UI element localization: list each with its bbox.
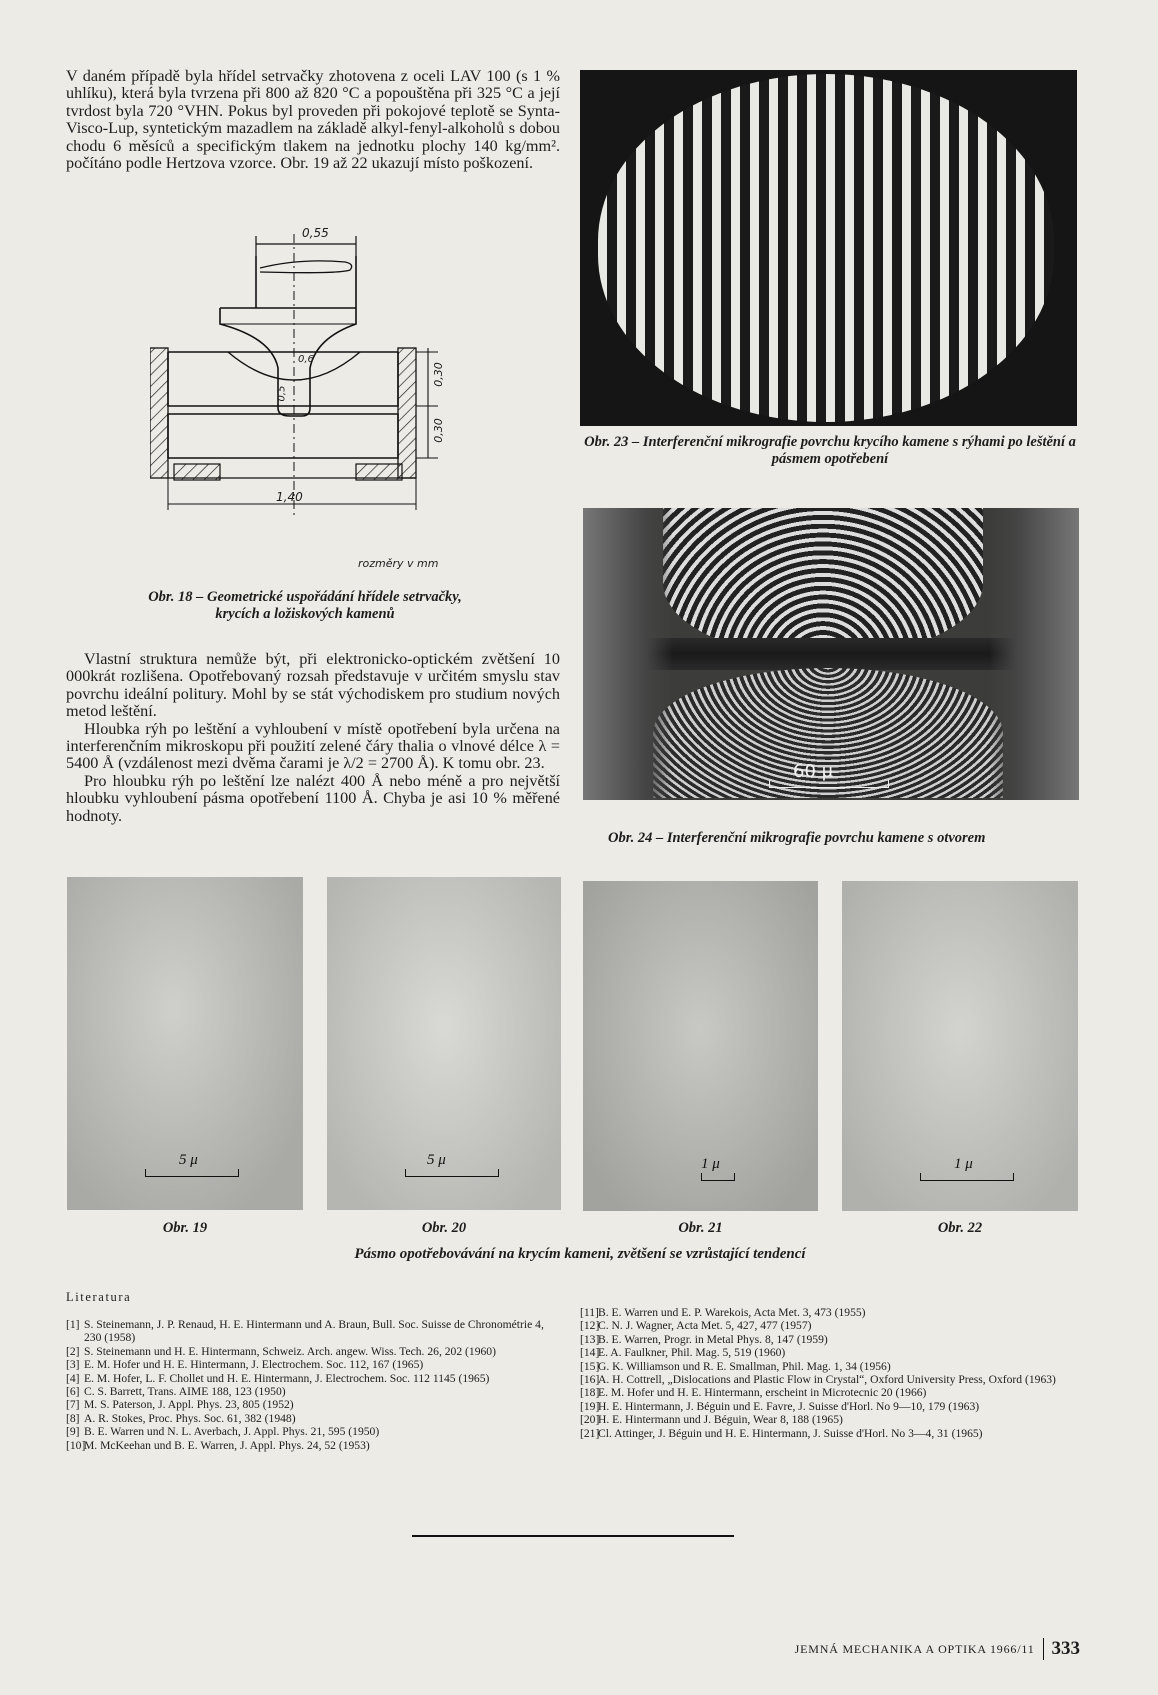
reference-text: H. E. Hintermann, J. Béguin und E. Favre, J. Suisse d'Horl. No 9—10, 179 (1963) [598, 1399, 980, 1413]
reference-number: [13] [580, 1332, 600, 1346]
reference-item [66, 1318, 564, 1345]
reference-number: [15] [580, 1359, 600, 1373]
reference-number: [20] [580, 1413, 600, 1427]
reference-number: [2] [66, 1344, 80, 1358]
reference-text: B. E. Warren, Progr. in Metal Phys. 8, 147 (1959) [598, 1332, 828, 1346]
dim-label-bottom: 1,40 [276, 490, 303, 504]
reference-text: C. N. J. Wagner, Acta Met. 5, 427, 477 (1957) [598, 1319, 812, 1333]
dim-label-small: 0,5 [276, 385, 288, 402]
reference-text: E. A. Faulkner, Phil. Mag. 5, 519 (1960) [598, 1346, 786, 1360]
reference-item [66, 1345, 564, 1358]
reference-item [580, 1346, 1080, 1359]
fig23-micrograph [580, 70, 1077, 426]
reference-number: [4] [66, 1371, 80, 1385]
shaft-jewel-diagram [150, 228, 570, 578]
reference-number: [1] [66, 1318, 80, 1331]
reference-text: S. Steinemann und H. E. Hintermann, Schweiz. Arch. angew. Wiss. Tech. 26, 202 (1960) [84, 1344, 496, 1358]
reference-item [66, 1385, 564, 1398]
fig22-caption: Obr. 22 [937, 1220, 983, 1236]
reference-text: G. K. Williamson und R. E. Smallman, Phil. Mag. 1, 34 (1956) [598, 1359, 891, 1373]
refs-left-list [66, 1318, 564, 1452]
reference-number: [8] [66, 1411, 80, 1425]
fig19-scale-label: 5 μ [179, 1152, 198, 1168]
body-paragraph-1: Vlastní struktura nemůže být, při elektronicko-optickém zvětšení 10 000krát rozlišena. Opotřebovaný rozsah představuje v určitém smyslu stav povrchu ideální politury. Mohl by se stát východiskem pro studium nových metod leštění. [66, 650, 560, 721]
reference-text: M. McKeehan und B. E. Warren, J. Appl. Phys. 24, 52 (1953) [84, 1438, 370, 1452]
reference-item [66, 1439, 564, 1452]
reference-number: [7] [66, 1398, 80, 1412]
page-number: 333 [1051, 1638, 1080, 1659]
reference-text: B. E. Warren und N. L. Averbach, J. Appl. Phys. 21, 595 (1950) [84, 1425, 380, 1439]
photos-caption: Pásmo opotřebovávání na krycím kameni, zvětšení se vzrůstající tendencí [354, 1246, 806, 1262]
reference-item [580, 1333, 1080, 1346]
reference-item [580, 1319, 1080, 1332]
reference-number: [16] [580, 1373, 600, 1387]
fig22-photo [842, 881, 1078, 1211]
reference-text: S. Steinemann, J. P. Renaud, H. E. Hintermann und A. Braun, Bull. Soc. Suisse de Chronométrie 4, 230 (1958) [84, 1318, 544, 1345]
fig24-micrograph [583, 508, 1079, 800]
fig19-caption: Obr. 19 [162, 1220, 208, 1236]
fig22-scale-label: 1 μ [954, 1156, 973, 1172]
fig21-scale-label: 1 μ [701, 1156, 720, 1172]
units-note: rozměry v mm [358, 557, 439, 570]
reference-text: A. R. Stokes, Proc. Phys. Soc. 61, 382 (1948) [84, 1411, 296, 1425]
reference-number: [14] [580, 1346, 600, 1360]
journal-name: JEMNÁ MECHANIKA A OPTIKA 1966/11 [794, 1641, 1035, 1656]
reference-number: [3] [66, 1358, 80, 1372]
reference-text: Cl. Attinger, J. Béguin und H. E. Hintermann, J. Suisse d'Horl. No 3—4, 31 (1965) [598, 1426, 983, 1440]
footer-divider [1043, 1638, 1044, 1660]
reference-number: [11] [580, 1306, 599, 1319]
reference-text: E. M. Hofer und H. E. Hintermann, J. Electrochem. Soc. 112, 167 (1965) [84, 1358, 424, 1372]
refs-right-list [580, 1306, 1080, 1440]
fig20-photo [327, 877, 561, 1210]
fig23-caption: Obr. 23 – Interferenční mikrografie povrchu krycího kamene s rýhami po leštění a pásmem opotřebení [584, 434, 1076, 467]
fig21-photo [583, 881, 818, 1211]
fig24-caption: Obr. 24 – Interferenční mikrografie povrchu kamene s otvorem [608, 830, 986, 846]
reference-number: [18] [580, 1386, 600, 1400]
fig19-photo [67, 877, 303, 1210]
reference-text: C. S. Barrett, Trans. AIME 188, 123 (1950) [84, 1385, 286, 1399]
reference-text: E. M. Hofer, L. F. Chollet und H. E. Hintermann, J. Electrochem. Soc. 112 1145 (1965) [84, 1371, 490, 1385]
reference-item [66, 1372, 564, 1385]
dim-label-right-2: 0,30 [431, 418, 445, 443]
reference-text: A. H. Cottrell, „Dislocations and Plastic Flow in Crystal“, Oxford University Press, Oxford (1963) [598, 1373, 1056, 1387]
dim-label-mid: 0,6 [298, 354, 314, 365]
reference-number: [21] [580, 1426, 600, 1440]
reference-text: E. M. Hofer und H. E. Hintermann, erscheint in Microtecnic 20 (1966) [598, 1386, 927, 1400]
bottom-rule [412, 1535, 734, 1537]
body-paragraph-2: Hloubka rýh po leštění a vyhloubení v místě opotřebení byla určena na interferenčním mikroskopu při použití zelené čáry thalia o vlnové délce λ = 5400 Å (vzdálenost mezi dvěma čarami je λ/2 = 2700 Å). K tomu obr. 23. [66, 719, 560, 773]
reference-item [66, 1425, 564, 1438]
reference-text: H. E. Hintermann und J. Béguin, Wear 8, 188 (1965) [598, 1413, 843, 1427]
fig18-diagram [150, 228, 570, 578]
fig20-scale-label: 5 μ [427, 1152, 446, 1168]
fig21-caption: Obr. 21 [678, 1220, 723, 1236]
intro-paragraph: V daném případě byla hřídel setrvačky zhotovena z oceli LAV 100 (s 1 % uhlíku), která byla tvrzena při 800 až 820 °C a popouštěna při 325 °C a její tvrdost byla 720 °VHN. Pokus byl proveden při pokojové teplotě se Synta-Visco-Lup, syntetickým mazadlem na základě alkyl-fenyl-alkoholů s dobou chodu 6 měsíců a specifickým tlakem na jednotku plochy 140 kg/mm². počítáno podle Hertzova vzorce. Obr. 19 až 22 ukazují místo poškození. [66, 67, 560, 173]
reference-number: [12] [580, 1319, 600, 1333]
literature-heading: Literatura [66, 1290, 132, 1304]
fig18-caption: Obr. 18 – Geometrické uspořádání hřídele setrvačky, krycích a ložiskových kamenů [148, 589, 462, 622]
reference-item [580, 1427, 1080, 1440]
reference-text: M. S. Paterson, J. Appl. Phys. 23, 805 (1952) [84, 1398, 294, 1412]
dim-label-top: 0,55 [302, 226, 329, 240]
dim-label-right-1: 0,30 [431, 362, 445, 387]
reference-number: [10] [66, 1438, 86, 1452]
reference-item [580, 1386, 1080, 1399]
reference-item [66, 1398, 564, 1411]
reference-number: [9] [66, 1425, 80, 1439]
fig20-caption: Obr. 20 [421, 1220, 467, 1236]
reference-item [66, 1412, 564, 1425]
reference-text: B. E. Warren und E. P. Warekois, Acta Met. 3, 473 (1955) [598, 1306, 866, 1319]
fig24-scale-label: 60 μ [793, 761, 834, 782]
reference-item [66, 1358, 564, 1371]
footer [730, 1638, 1080, 1660]
reference-number: [6] [66, 1385, 80, 1399]
reference-item [580, 1373, 1080, 1386]
body-paragraph-3: Pro hloubku rýh po leštění lze nalézt 400 Å nebo méně a pro největší hloubku vyhloubení pásma opotřebení 1100 Å. Chyba je asi 10 % měřené hodnoty. [66, 771, 560, 825]
reference-item [580, 1413, 1080, 1426]
reference-item [580, 1400, 1080, 1413]
reference-item [580, 1360, 1080, 1373]
reference-number: [19] [580, 1399, 600, 1413]
body-text [66, 651, 560, 825]
reference-item [580, 1306, 1080, 1319]
